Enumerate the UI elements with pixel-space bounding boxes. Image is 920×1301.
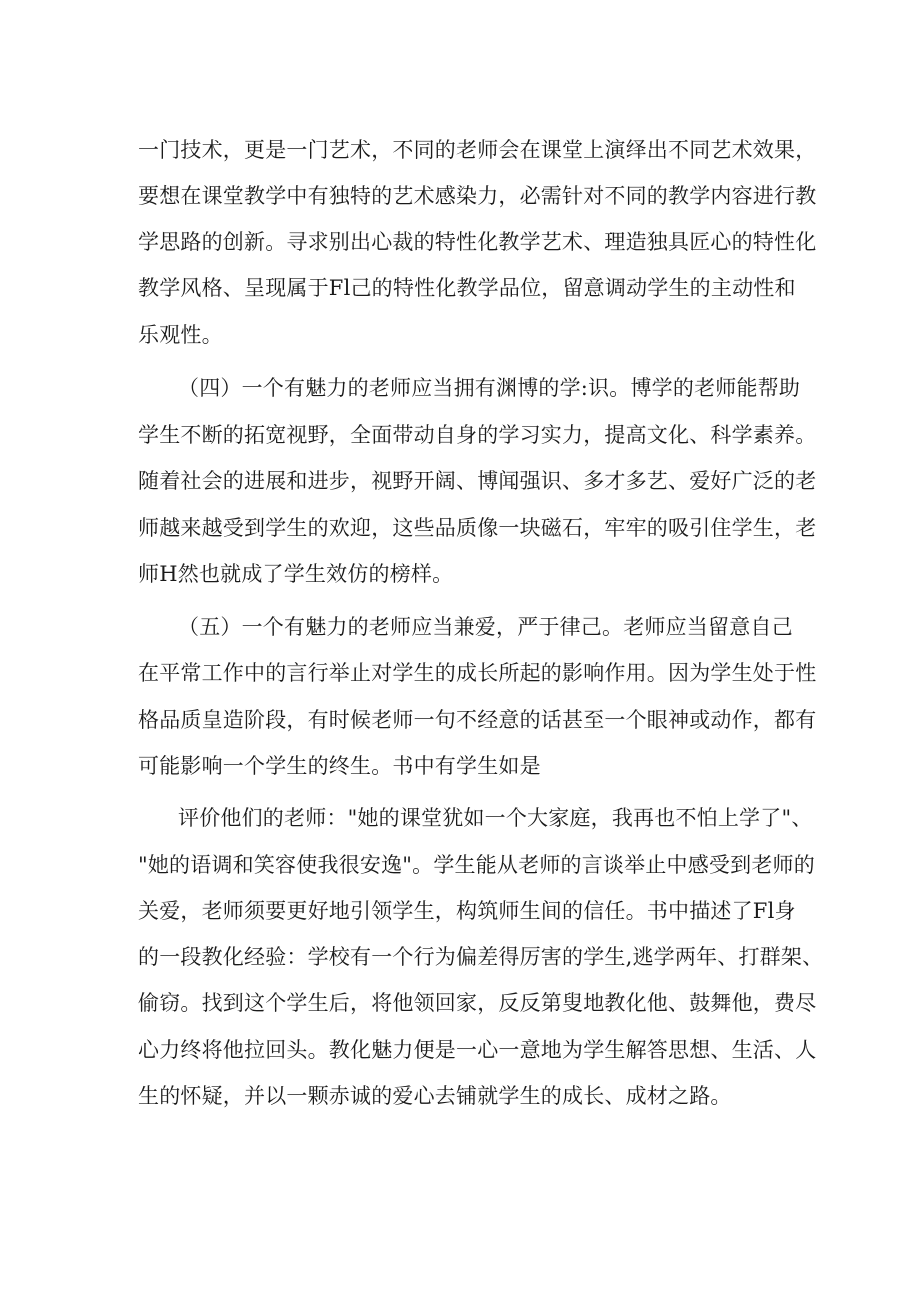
paragraph-3-line-3: 格品质皇造阶段，有时候老师一句不经意的话甚至一个眼神或动作，都有 xyxy=(138,708,817,732)
paragraph-1-line-3: 学思路的创新。寻求别出心裁的特性化教学艺术、理造独具匠心的特性化 xyxy=(138,230,817,254)
paragraph-3-line-2: 在平常工作中的言行举止对学生的成长所起的影响作用。因为学生处于性 xyxy=(138,661,817,685)
paragraph-3-line-1: （五）一个有魅力的老师应当兼爱，严于律己。老师应当留意自己 xyxy=(178,615,793,639)
paragraph-4-line-5: 偷窃。找到这个学生后，将他领回家，反反第叟地教化他、鼓舞他，费尽 xyxy=(138,991,817,1015)
paragraph-4-line-1: 评价他们的老师："她的课堂犹如一个大家庭，我再也不怕上学了"、 xyxy=(178,806,813,830)
paragraph-2-line-5: 师H然也就成了学生效仿的榜样。 xyxy=(138,562,454,586)
paragraph-3-line-4: 可能影响一个学生的终生。书中有学生如是 xyxy=(138,754,541,778)
paragraph-1-line-2: 要想在课堂教学中有独特的艺术感染力，必需针对不同的教学内容进行教 xyxy=(138,184,817,208)
paragraph-1-line-5: 乐观性。 xyxy=(138,323,223,347)
paragraph-2-line-3: 随着社会的进展和进步，视野开阔、博闻强识、多才多艺、爱好广泛的老 xyxy=(138,469,817,493)
paragraph-4-line-4: 的一段教化经验：学校有一个行为偏差得厉害的学生,逃学两年、打群架、 xyxy=(138,945,824,969)
paragraph-4-line-6: 心力终将他拉回头。教化魅力便是一心一意地为学生解答思想、生活、人 xyxy=(138,1038,817,1062)
paragraph-1-line-4: 教学风格、呈现属于Fl己的特性化教学品位，留意调动学生的主动性和 xyxy=(138,276,796,300)
paragraph-4-line-3: 关爱，老师须要更好地引领学生，构筑师生间的信任。书中描述了Fl身 xyxy=(138,899,796,923)
paragraph-4-line-2: "她的语调和笑容使我很安逸"。学生能从老师的言谈举止中感受到老师的 xyxy=(138,853,815,877)
paragraph-2-line-1: （四）一个有魅力的老师应当拥有渊博的学:识。博学的老师能帮助 xyxy=(178,376,801,400)
paragraph-2-line-4: 师越来越受到学生的欢迎，这些品质像一块磁石，牢牢的吸引住学生，老 xyxy=(138,516,817,540)
paragraph-4-line-7: 生的怀疑，并以一颗赤诚的爱心去铺就学生的成长、成材之路。 xyxy=(138,1084,732,1108)
paragraph-1-line-1: 一门技术，更是一门艺术，不同的老师会在课堂上演绎出不同艺术效果， xyxy=(138,138,817,162)
paragraph-2-line-2: 学生不断的拓宽视野，全面带动自身的学习实力，提高文化、科学素养。 xyxy=(138,423,817,447)
